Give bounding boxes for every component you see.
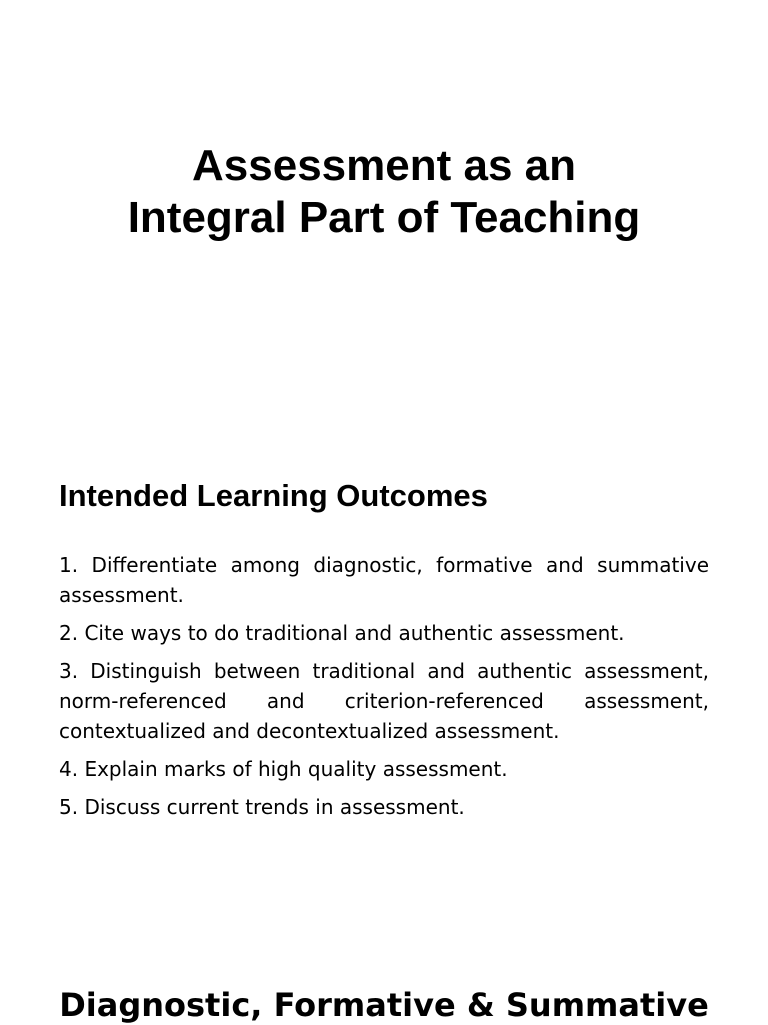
outcome-item: 3. Distinguish between traditional and authentic assessment, norm-referenced and criterion-referenced assessment, contextualized and decontextualized assessment. bbox=[59, 659, 709, 743]
slide-title-line-2: Integral Part of Teaching bbox=[127, 193, 641, 242]
outcome-item: 1. Differentiate among diagnostic, formative and summative assessment. bbox=[59, 553, 709, 607]
outcome-item: 2. Cite ways to do traditional and authentic assessment. bbox=[59, 621, 625, 645]
outcome-item: 5. Discuss current trends in assessment. bbox=[59, 795, 465, 819]
outcome-item: 4. Explain marks of high quality assessment. bbox=[59, 757, 508, 781]
outcomes-list bbox=[59, 550, 709, 830]
outcomes-heading: Intended Learning Outcomes bbox=[59, 478, 488, 513]
slide-title-line-1: Assessment as an bbox=[192, 141, 576, 190]
next-slide-heading: Diagnostic, Formative & Summative bbox=[59, 986, 709, 1024]
slide-title bbox=[0, 140, 768, 244]
